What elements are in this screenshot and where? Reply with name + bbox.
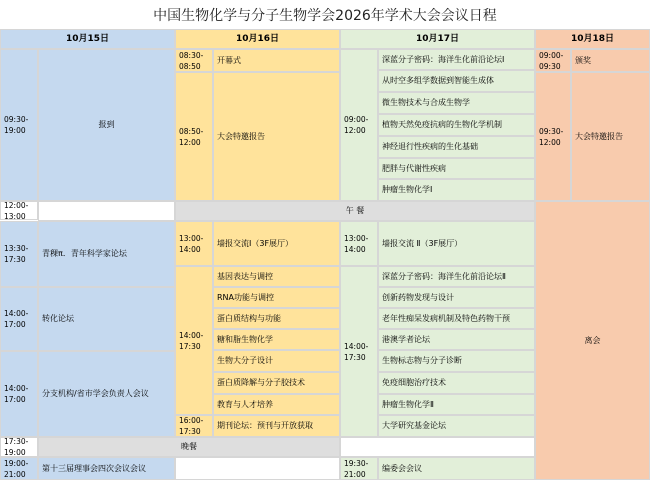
- forum-item: 神经退行性疾病的生化基础: [378, 136, 535, 158]
- session-poster-2: 墙报交流 Ⅱ（3F展厅）: [378, 221, 535, 266]
- dinner-bar: 晚餐: [38, 437, 340, 457]
- forum-item: 蛋白质结构与功能: [213, 308, 340, 329]
- session-poster-1: 墙报交流Ⅰ（3F展厅）: [213, 221, 340, 266]
- session-keynote: 大会特邀报告: [213, 72, 340, 201]
- forum-item: 糖和脂生物化学: [213, 329, 340, 350]
- time-cell: 19:30- 21:00: [340, 457, 378, 480]
- forum-item: 深蓝分子密码：海洋生化前沿论坛Ⅱ: [378, 266, 535, 287]
- day-header-oct15: 10月15日: [0, 29, 175, 49]
- forum-item: 植物天然免疫抗病的生物化学机制: [378, 114, 535, 136]
- page-title: 中国生物化学与分子生物学会2026年学术大会会议日程: [0, 0, 650, 29]
- lunch-bar: 午 餐: [175, 201, 535, 221]
- session-council-meeting: 第十三届理事会四次会议会议: [38, 457, 175, 480]
- time-cell: 19:00- 21:00: [0, 457, 38, 480]
- day-header-oct16: 10月16日: [175, 29, 340, 49]
- forum-item: 肥胖与代谢性疾病: [378, 158, 535, 179]
- time-cell: 09:00- 09:30: [535, 49, 571, 72]
- day-header-oct18: 10月18日: [535, 29, 650, 49]
- time-cell: 13:00- 14:00: [340, 221, 378, 266]
- time-cell: 13:00- 14:00: [175, 221, 213, 266]
- forum-item: 大学研究基金论坛: [378, 415, 535, 437]
- session-branch-meeting: 分支机构/省市学会负责人会议: [38, 351, 175, 437]
- time-cell: 08:50- 12:00: [175, 72, 213, 201]
- session-keynote: 大会特邀报告: [571, 72, 650, 201]
- forum-item: 生物大分子设计: [213, 350, 340, 372]
- forum-item: 教育与人才培养: [213, 394, 340, 415]
- blank-cell: [38, 201, 175, 221]
- forum-item: 生物标志物与分子诊断: [378, 350, 535, 372]
- forum-item: 深蓝分子密码：海洋生化前沿论坛Ⅰ: [378, 49, 535, 70]
- time-cell: 16:00- 17:30: [175, 415, 213, 437]
- time-cell: 14:00- 17:30: [340, 266, 378, 437]
- lunch-time: 12:00- 13:00: [0, 201, 38, 220]
- session-editorial-meeting: 编委会会议: [378, 457, 535, 480]
- forum-item: 蛋白质降解与分子胶技术: [213, 372, 340, 394]
- session-awards: 颁奖: [571, 49, 650, 72]
- forum-item: 创新药物发现与设计: [378, 287, 535, 308]
- forum-item: 微生物技术与合成生物学: [378, 92, 535, 114]
- forum-item: 免疫细胞治疗技术: [378, 372, 535, 394]
- time-cell: 08:30- 08:50: [175, 49, 213, 72]
- forum-item: 肿瘤生物化学Ⅱ: [378, 394, 535, 415]
- blank-cell: [175, 457, 340, 480]
- session-opening: 开幕式: [213, 49, 340, 72]
- time-cell: 14:00- 17:00: [0, 287, 38, 351]
- time-cell: 14:00- 17:00: [0, 351, 38, 437]
- day-header-oct17: 10月17日: [340, 29, 535, 49]
- session-departure: 离会: [535, 201, 650, 480]
- forum-item: 老年性痴呆发病机制及特色药物干预: [378, 308, 535, 329]
- blank-cell: [340, 437, 535, 457]
- session-young-scientist-forum: 青稞π．青年科学家论坛: [38, 221, 175, 287]
- time-cell: 14:00- 17:30: [175, 266, 213, 415]
- forum-item: 肿瘤生物化学Ⅰ: [378, 179, 535, 201]
- forum-item: RNA功能与调控: [213, 287, 340, 308]
- time-cell: 09:30- 12:00: [535, 72, 571, 201]
- time-cell: 09:00- 12:00: [340, 49, 378, 201]
- forum-item: 从时空多组学数据到智能生成体: [378, 70, 535, 92]
- session-journal-forum: 期刊论坛：预刊与开放获取: [213, 415, 340, 437]
- session-registration: 报到: [38, 49, 175, 201]
- session-translation-forum: 转化论坛: [38, 287, 175, 351]
- time-cell: 09:30- 19:00: [0, 49, 38, 201]
- time-cell: 13:30- 17:30: [0, 221, 38, 287]
- dinner-time: 17:30- 19:00: [0, 437, 38, 457]
- forum-item: 港澳学者论坛: [378, 329, 535, 350]
- forum-item: 基因表达与调控: [213, 266, 340, 287]
